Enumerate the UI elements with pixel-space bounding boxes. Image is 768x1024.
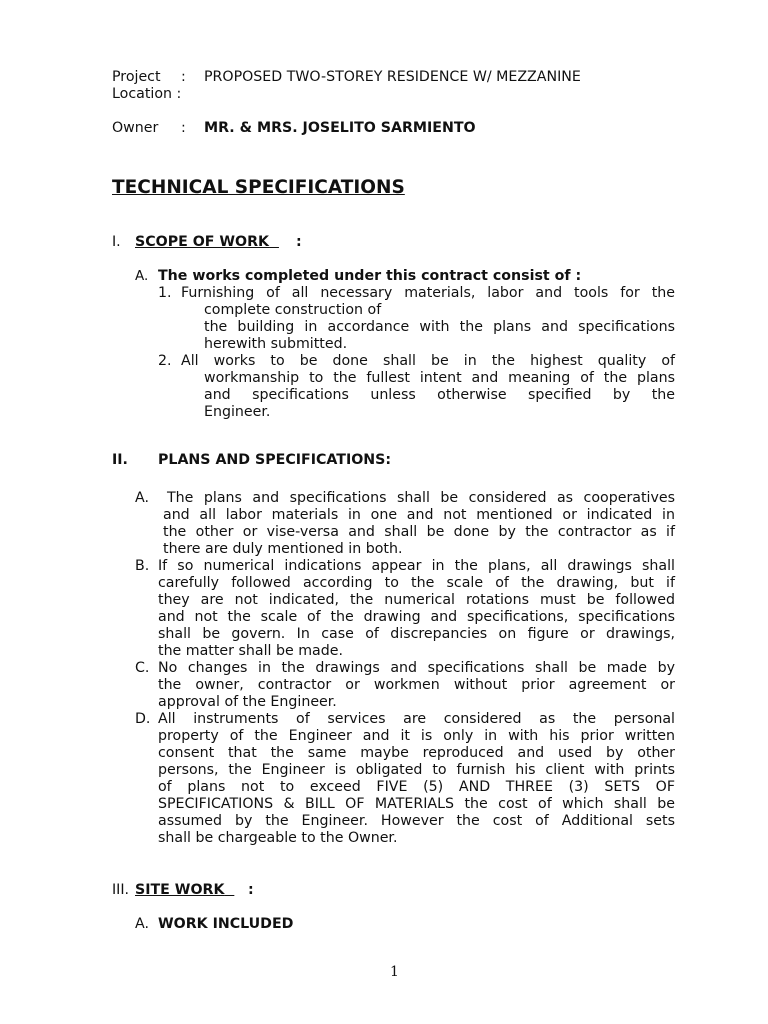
text-line: SPECIFICATIONS & BILL OF MATERIALS the cost of which shall be [158,796,675,812]
section1-colon: : [296,234,302,250]
text-line: they are not indicated, the numerical rotations must be followed [158,592,675,608]
text-line: the owner, contractor or workmen without prior agreement or [158,677,675,693]
section2-d-text [158,711,675,847]
text-line: shall be chargeable to the Owner. [158,830,398,846]
project-value: PROPOSED TWO-STOREY RESIDENCE W/ MEZZANINE [204,69,581,85]
section2-a-marker: A. [135,490,149,506]
text-line: All works to be done shall be in the highest quality of [181,353,675,369]
section2-b-marker: B. [135,558,150,574]
section1-item1-text-cont [204,319,675,353]
section1-item2-text [181,353,675,370]
text-line: herewith submitted. [204,336,348,352]
section2-number: II. [112,452,128,468]
text-line: the matter shall be made. [158,643,343,659]
text-line: consent that the same maybe reproduced and used by other [158,745,675,761]
text-line: carefully followed according to the scale of the drawing, but if [158,575,675,591]
text-line: and all labor materials in one and not mentioned or indicated in [163,507,675,523]
section3-a-marker: A. [135,916,149,932]
location-label: Location : [112,86,182,102]
section1-number: I. [112,234,121,250]
text-line: All instruments of services are considered as the personal [158,711,675,727]
text-line: The plans and specifications shall be considered as cooperatives [167,490,675,506]
owner-label: Owner [112,120,159,136]
project-colon: : [181,69,186,85]
text-line: and specifications unless otherwise specified by the [204,387,675,403]
owner-colon: : [181,120,186,136]
section2-d-marker: D. [135,711,151,727]
text-line: shall be govern. In case of discrepancies on figure or drawings, [158,626,675,642]
section1-item2-number: 2. [158,353,172,369]
section2-a-text [163,490,675,558]
text-line: workmanship to the fullest intent and meaning of the plans [204,370,675,386]
text-line: complete construction of [204,302,382,318]
text-line: persons, the Engineer is obligated to furnish his client with prints [158,762,675,778]
text-line: property of the Engineer and it is only in with his prior written [158,728,675,744]
section1-item2-text-cont [204,370,675,421]
text-line: assumed by the Engineer. However the cost of Additional sets [158,813,675,829]
section3-colon: : [248,882,254,898]
text-line: approval of the Engineer. [158,694,337,710]
text-line: Engineer. [204,404,271,420]
section1-heading: SCOPE OF WORK [135,234,270,250]
text-line: there are duly mentioned in both. [163,541,403,557]
text-line: No changes in the drawings and specifications shall be made by [158,660,675,676]
document-title: TECHNICAL SPECIFICATIONS [112,177,405,198]
section2-heading: PLANS AND SPECIFICATIONS: [158,452,392,468]
section2-c-marker: C. [135,660,150,676]
owner-value: MR. & MRS. JOSELITO SARMIENTO [204,120,476,136]
text-line: If so numerical indications appear in the plans, all drawings shall [158,558,675,574]
text-line: of plans not to exceed FIVE (5) AND THREE (3) SETS OF [158,779,675,795]
section3-heading: SITE WORK [135,882,225,898]
text-line: and not the scale of the drawing and specifications, specifications [158,609,675,625]
page-number: 1 [390,964,399,980]
section3-number: III. [112,882,130,898]
section2-c-text [158,660,675,711]
section1-a-marker: A. [135,268,149,284]
section1-a-text: The works completed under this contract consist of : [158,268,582,284]
text-line: Furnishing of all necessary materials, labor and tools for the [181,285,675,301]
text-line: the other or vise-versa and shall be done by the contractor as if [163,524,675,540]
section1-item1-text [181,285,675,302]
section2-b-text [158,558,675,660]
section1-item1-number: 1. [158,285,172,301]
section3-a-text: WORK INCLUDED [158,916,294,932]
project-label: Project [112,69,161,85]
text-line: the building in accordance with the plans and specifications [204,319,675,335]
